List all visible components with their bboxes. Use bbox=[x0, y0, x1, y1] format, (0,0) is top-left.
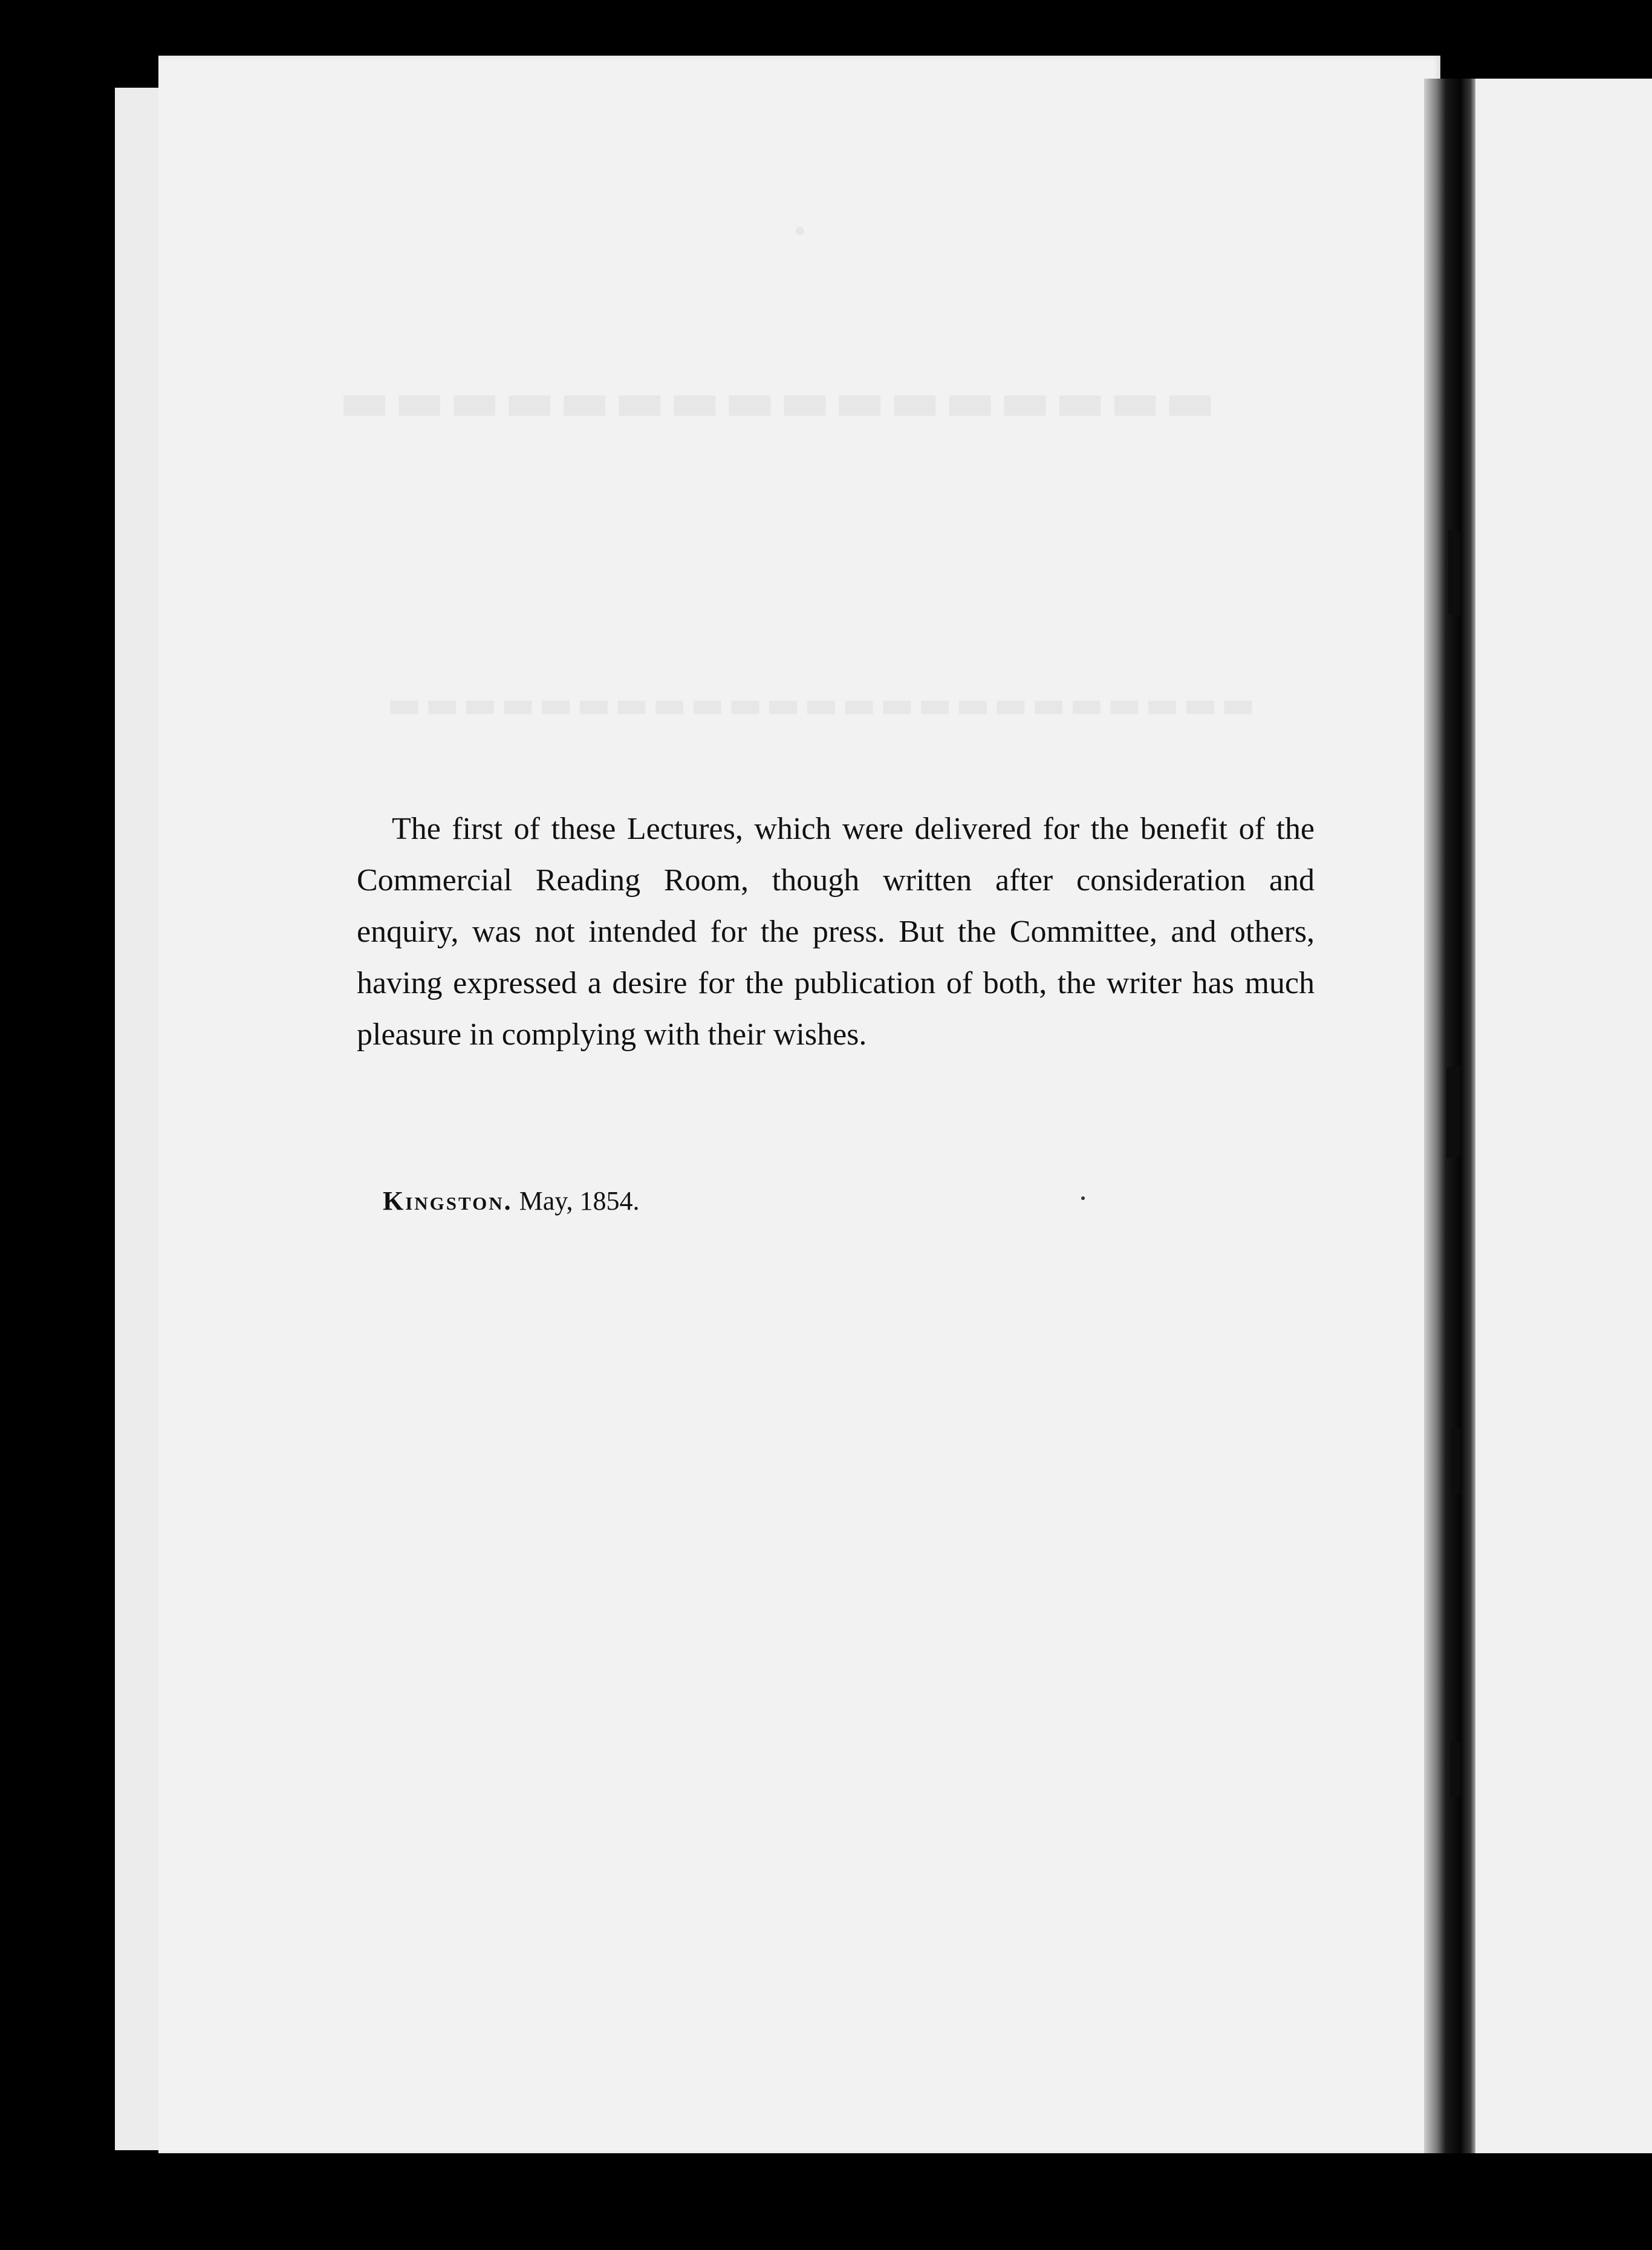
preface-signature bbox=[383, 1185, 639, 1216]
preface-paragraph: The first of these Lectures, which were delivered for the benefit of the Commercial Reading Room, though written after consideration and enquiry, was not intended for the press. But the Committee, and others, having expressed a desire for the publication of both, the writer has much pleasure in complying with their wishes. bbox=[357, 812, 1315, 1052]
facing-page bbox=[1475, 79, 1652, 2153]
preface-text bbox=[357, 803, 1315, 1060]
facing-page-shadow bbox=[1460, 79, 1477, 2153]
bleed-through-mark: ▬▬▬▬▬▬▬▬▬▬▬▬▬▬▬▬▬▬▬▬▬▬▬ bbox=[387, 683, 1259, 726]
bleed-through-mark: ▬▬▬▬▬▬▬▬▬▬▬▬▬▬▬▬ bbox=[339, 369, 1220, 433]
bleed-through-mark: • bbox=[792, 218, 811, 246]
signature-place: Kingston. bbox=[383, 1186, 513, 1216]
signature-date: May, 1854. bbox=[519, 1186, 640, 1216]
paper-speck bbox=[1081, 1196, 1085, 1200]
